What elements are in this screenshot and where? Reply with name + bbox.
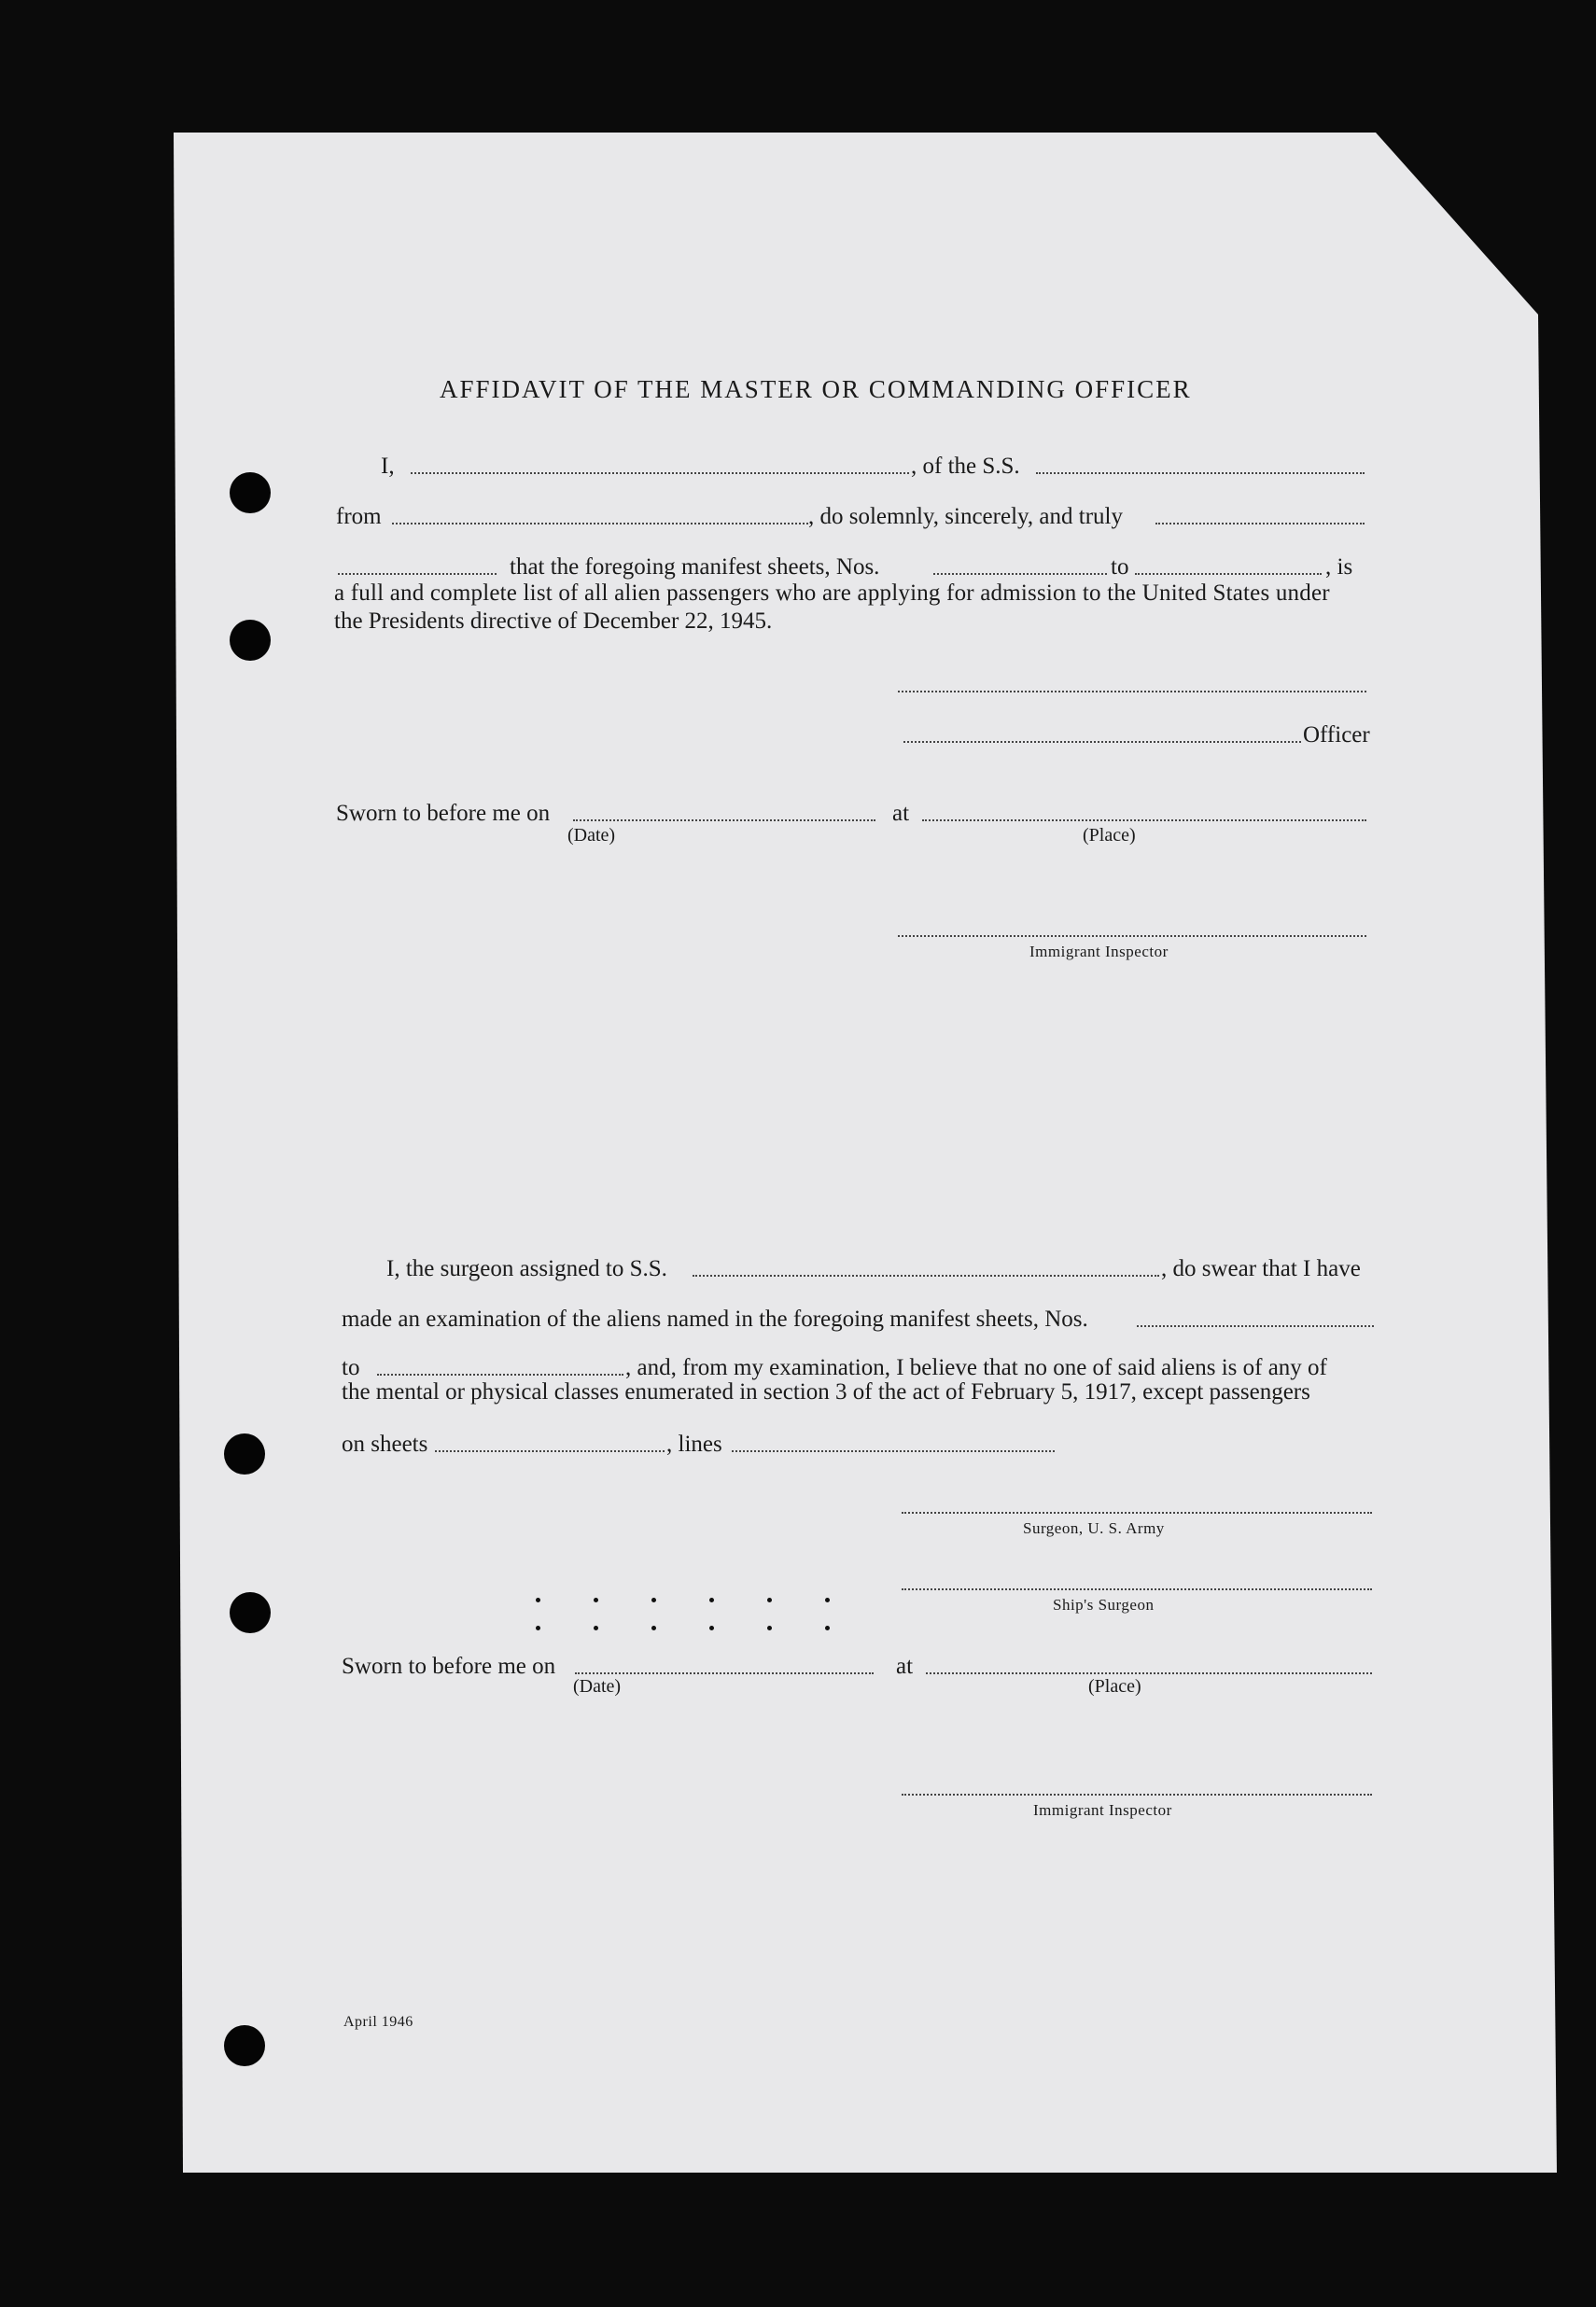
surgeon-to-label: to [342, 1355, 360, 1380]
surgeon-date-caption: (Date) [573, 1676, 622, 1697]
master-from-label: from [336, 504, 382, 529]
print-speck [709, 1626, 714, 1630]
officer-signature-field[interactable] [903, 741, 1301, 743]
ships-surgeon-caption: Ship's Surgeon [1053, 1596, 1155, 1614]
surgeon-sworn-place-field[interactable] [926, 1672, 1372, 1674]
surgeon-at-label: at [896, 1654, 914, 1679]
punch-hole [230, 472, 271, 513]
surgeon-lines-label: , lines [666, 1432, 722, 1457]
ships-surgeon-signature-field[interactable] [902, 1588, 1372, 1590]
master-foregoing-label: that the foregoing manifest sheets, Nos. [510, 554, 880, 580]
master-statement-line: a full and complete list of all alien passengers who are applying for admission to the United States under [334, 580, 1330, 606]
print-speck [825, 1626, 830, 1630]
master-at-label: at [892, 801, 910, 826]
master-oath-verb-field[interactable] [338, 573, 497, 575]
print-speck [767, 1626, 772, 1630]
surgeon-lines-field[interactable] [732, 1450, 1055, 1452]
master-to-label: to [1111, 554, 1129, 580]
master-sworn-place-field[interactable] [922, 819, 1366, 821]
surgeon-classes-line: the mental or physical classes enumerated in section 3 of the act of February 5, 1917, except passengers [342, 1379, 1310, 1405]
army-surgeon-signature-field[interactable] [902, 1512, 1372, 1514]
master-place-caption: (Place) [1083, 825, 1136, 846]
footer-date: April 1946 [343, 2014, 413, 2030]
surgeon-sworn-label: Sworn to before me on [342, 1654, 556, 1679]
surgeon-belief-label: , and, from my examination, I believe that no one of said aliens is of any of [625, 1355, 1327, 1380]
punch-hole [230, 620, 271, 661]
print-speck [825, 1598, 830, 1602]
master-nos-from-field[interactable] [933, 573, 1107, 575]
surgeon-sheets-field[interactable] [435, 1450, 665, 1452]
master-name-field[interactable] [411, 472, 909, 474]
master-signature-field[interactable] [898, 691, 1366, 692]
surgeon-inspector-caption: Immigrant Inspector [1033, 1801, 1172, 1819]
master-i-label: I, [381, 454, 395, 479]
punch-hole [230, 1592, 271, 1633]
master-of-ss-label: , of the S.S. [911, 454, 1020, 479]
surgeon-swear-label: , do swear that I have [1161, 1256, 1361, 1281]
print-speck [536, 1626, 540, 1630]
print-speck [709, 1598, 714, 1602]
punch-hole [224, 2025, 265, 2066]
master-inspector-field[interactable] [898, 935, 1366, 937]
print-speck [651, 1598, 656, 1602]
document-title: AFFIDAVIT OF THE MASTER OR COMMANDING OFFICER [440, 375, 1192, 403]
master-inspector-caption: Immigrant Inspector [1029, 943, 1169, 960]
surgeon-nos-from-field[interactable] [1137, 1325, 1374, 1327]
punch-hole [224, 1433, 265, 1475]
master-date-caption: (Date) [567, 825, 616, 846]
surgeon-intro-label: I, the surgeon assigned to S.S. [386, 1256, 667, 1281]
master-sworn-date-field[interactable] [573, 819, 875, 821]
surgeon-sworn-date-field[interactable] [575, 1672, 874, 1674]
print-speck [594, 1598, 598, 1602]
surgeon-place-caption: (Place) [1088, 1676, 1141, 1697]
master-directive-line: the Presidents directive of December 22, 1945. [334, 608, 773, 634]
army-surgeon-caption: Surgeon, U. S. Army [1023, 1519, 1165, 1537]
print-speck [536, 1598, 540, 1602]
surgeon-ship-field[interactable] [693, 1275, 1159, 1277]
master-nos-to-field[interactable] [1135, 573, 1322, 575]
master-oath-field[interactable] [1155, 523, 1365, 524]
affidavit-page [174, 133, 1557, 2173]
print-speck [651, 1626, 656, 1630]
officer-label: Officer [1303, 722, 1370, 748]
master-is-label: , is [1325, 554, 1353, 580]
master-sworn-label: Sworn to before me on [336, 801, 551, 826]
print-speck [594, 1626, 598, 1630]
master-ship-field[interactable] [1036, 472, 1365, 474]
surgeon-nos-to-field[interactable] [377, 1374, 623, 1376]
master-solemnly-label: , do solemnly, sincerely, and truly [808, 504, 1123, 529]
surgeon-sheets-label: on sheets [342, 1432, 428, 1457]
surgeon-examination-label: made an examination of the aliens named in the foregoing manifest sheets, Nos. [342, 1307, 1088, 1332]
print-speck [767, 1598, 772, 1602]
master-from-field[interactable] [392, 523, 808, 524]
surgeon-inspector-field[interactable] [902, 1794, 1372, 1796]
